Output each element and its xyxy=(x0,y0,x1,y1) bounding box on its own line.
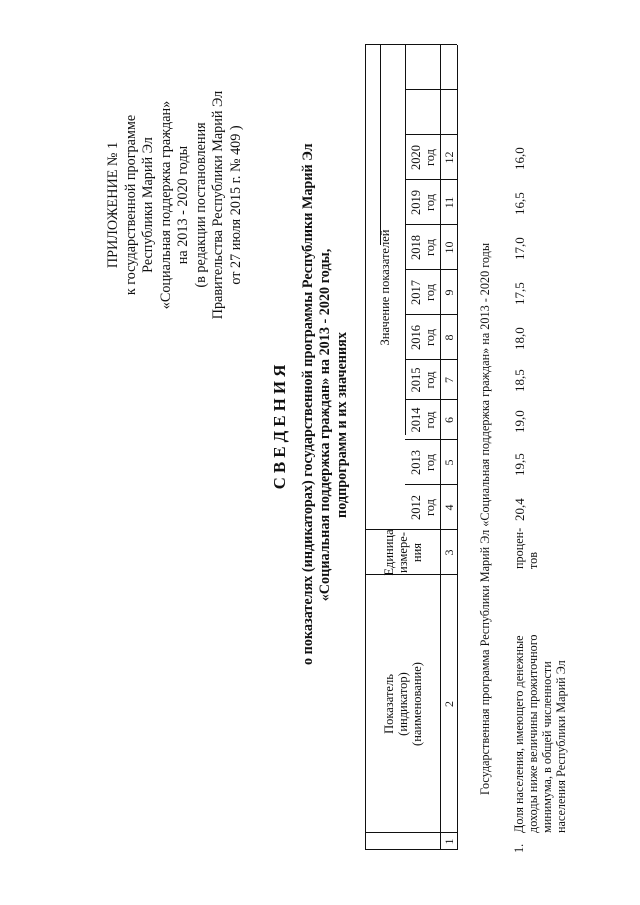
year-label: 2020 xyxy=(408,145,423,170)
header-indicator-line: (индикатор) xyxy=(395,672,410,736)
row-value-2013: 19,5 xyxy=(512,453,527,476)
row-value-2014: 19,0 xyxy=(512,410,527,433)
document-heading: СВЕДЕНИЯ xyxy=(270,360,289,490)
column-number: 5 xyxy=(441,459,456,466)
year-suffix: год xyxy=(422,498,437,517)
row-unit xyxy=(512,528,540,569)
header-unit xyxy=(365,530,440,575)
title-line: о показателях (индикаторах) государственной программы Республики Марий Эл xyxy=(300,143,316,665)
header-indicator-line: (наименование) xyxy=(409,662,424,746)
appendix-line: ПРИЛОЖЕНИЕ № 1 xyxy=(105,141,121,269)
section-title: Государственная программа Республики Марий Эл «Социальная поддержка граждан» на 2013 - 2020 годы xyxy=(478,242,492,795)
header-year xyxy=(405,315,440,360)
row-value-2012: 20,4 xyxy=(512,498,527,521)
row-indicator-line: населения Республики Марий Эл xyxy=(554,660,568,833)
row-indicator-line: минимума, в общей численности xyxy=(540,661,554,833)
header-year xyxy=(405,225,440,270)
year-label: 2017 xyxy=(408,280,423,305)
row-unit-line: тов xyxy=(526,551,540,569)
appendix-line: от 27 июля 2015 г. № 409 ) xyxy=(228,125,244,285)
header-year xyxy=(405,400,440,440)
column-number: 6 xyxy=(441,417,456,423)
year-label: 2015 xyxy=(408,367,423,393)
appendix-line: Республики Марий Эл xyxy=(140,137,156,273)
year-label: 2012 xyxy=(408,495,423,520)
column-number: 12 xyxy=(441,151,456,164)
year-label: 2013 xyxy=(408,450,423,475)
header-year xyxy=(405,180,440,225)
column-number: 3 xyxy=(441,549,456,556)
column-number: 10 xyxy=(441,241,456,254)
row-value-2020: 16,0 xyxy=(512,147,527,170)
row-indicator-line: Доля населения, имеющего денежные xyxy=(512,635,526,833)
header-indicator-line: Показатель xyxy=(381,674,396,734)
year-suffix: год xyxy=(422,193,437,212)
year-suffix: год xyxy=(422,238,437,257)
header-values-group: Значение показателей xyxy=(378,229,392,346)
year-label: 2018 xyxy=(408,235,423,260)
header-year xyxy=(405,135,440,180)
header-unit-line: Единица xyxy=(381,529,396,576)
column-number: 2 xyxy=(441,701,456,707)
year-label: 2016 xyxy=(408,325,423,350)
row-indicator xyxy=(512,578,568,833)
row-value-2015: 18,5 xyxy=(512,369,527,392)
year-label: 2014 xyxy=(408,407,423,433)
row-value-2017: 17,5 xyxy=(512,282,527,305)
title-line: подпрограмм и их значениях xyxy=(334,332,350,518)
column-number: 4 xyxy=(441,504,456,511)
header-year xyxy=(405,440,440,485)
header-year xyxy=(405,485,440,530)
header-indicator xyxy=(365,575,440,833)
row-value-2018: 17,0 xyxy=(512,237,527,260)
row-value-2016: 18,0 xyxy=(512,327,527,350)
column-number: 7 xyxy=(441,377,456,383)
header-year xyxy=(405,270,440,315)
row-unit-line: процен- xyxy=(512,527,526,569)
column-number: 11 xyxy=(441,196,456,209)
appendix-line: «Социальная поддержка граждан» xyxy=(158,100,174,310)
row-value-2019: 16,5 xyxy=(512,192,527,215)
year-label: 2019 xyxy=(408,190,423,215)
appendix-line: Правительства Республики Марий Эл xyxy=(210,90,226,320)
appendix-line: к государственной программе xyxy=(123,114,139,296)
row-indicator-line: доходы ниже величины прожиточного xyxy=(526,634,540,833)
appendix-line: на 2013 - 2020 годы xyxy=(175,145,191,265)
appendix-line: (в редакции постановления xyxy=(193,122,209,288)
year-suffix: год xyxy=(422,283,437,302)
year-suffix: год xyxy=(422,453,437,472)
row-number: 1. xyxy=(512,843,526,853)
column-number: 9 xyxy=(441,289,456,296)
header-year xyxy=(405,360,440,400)
header-unit-line: ния xyxy=(409,542,424,563)
header-unit-line: измере- xyxy=(395,532,410,573)
column-number: 1 xyxy=(441,838,456,845)
year-suffix: год xyxy=(422,411,437,429)
title-line: «Социальная поддержка граждан» на 2013 - 2020 годы, xyxy=(317,248,333,602)
year-suffix: год xyxy=(422,148,437,167)
year-suffix: год xyxy=(422,328,437,347)
year-suffix: год xyxy=(422,371,437,389)
column-number: 8 xyxy=(441,334,456,341)
